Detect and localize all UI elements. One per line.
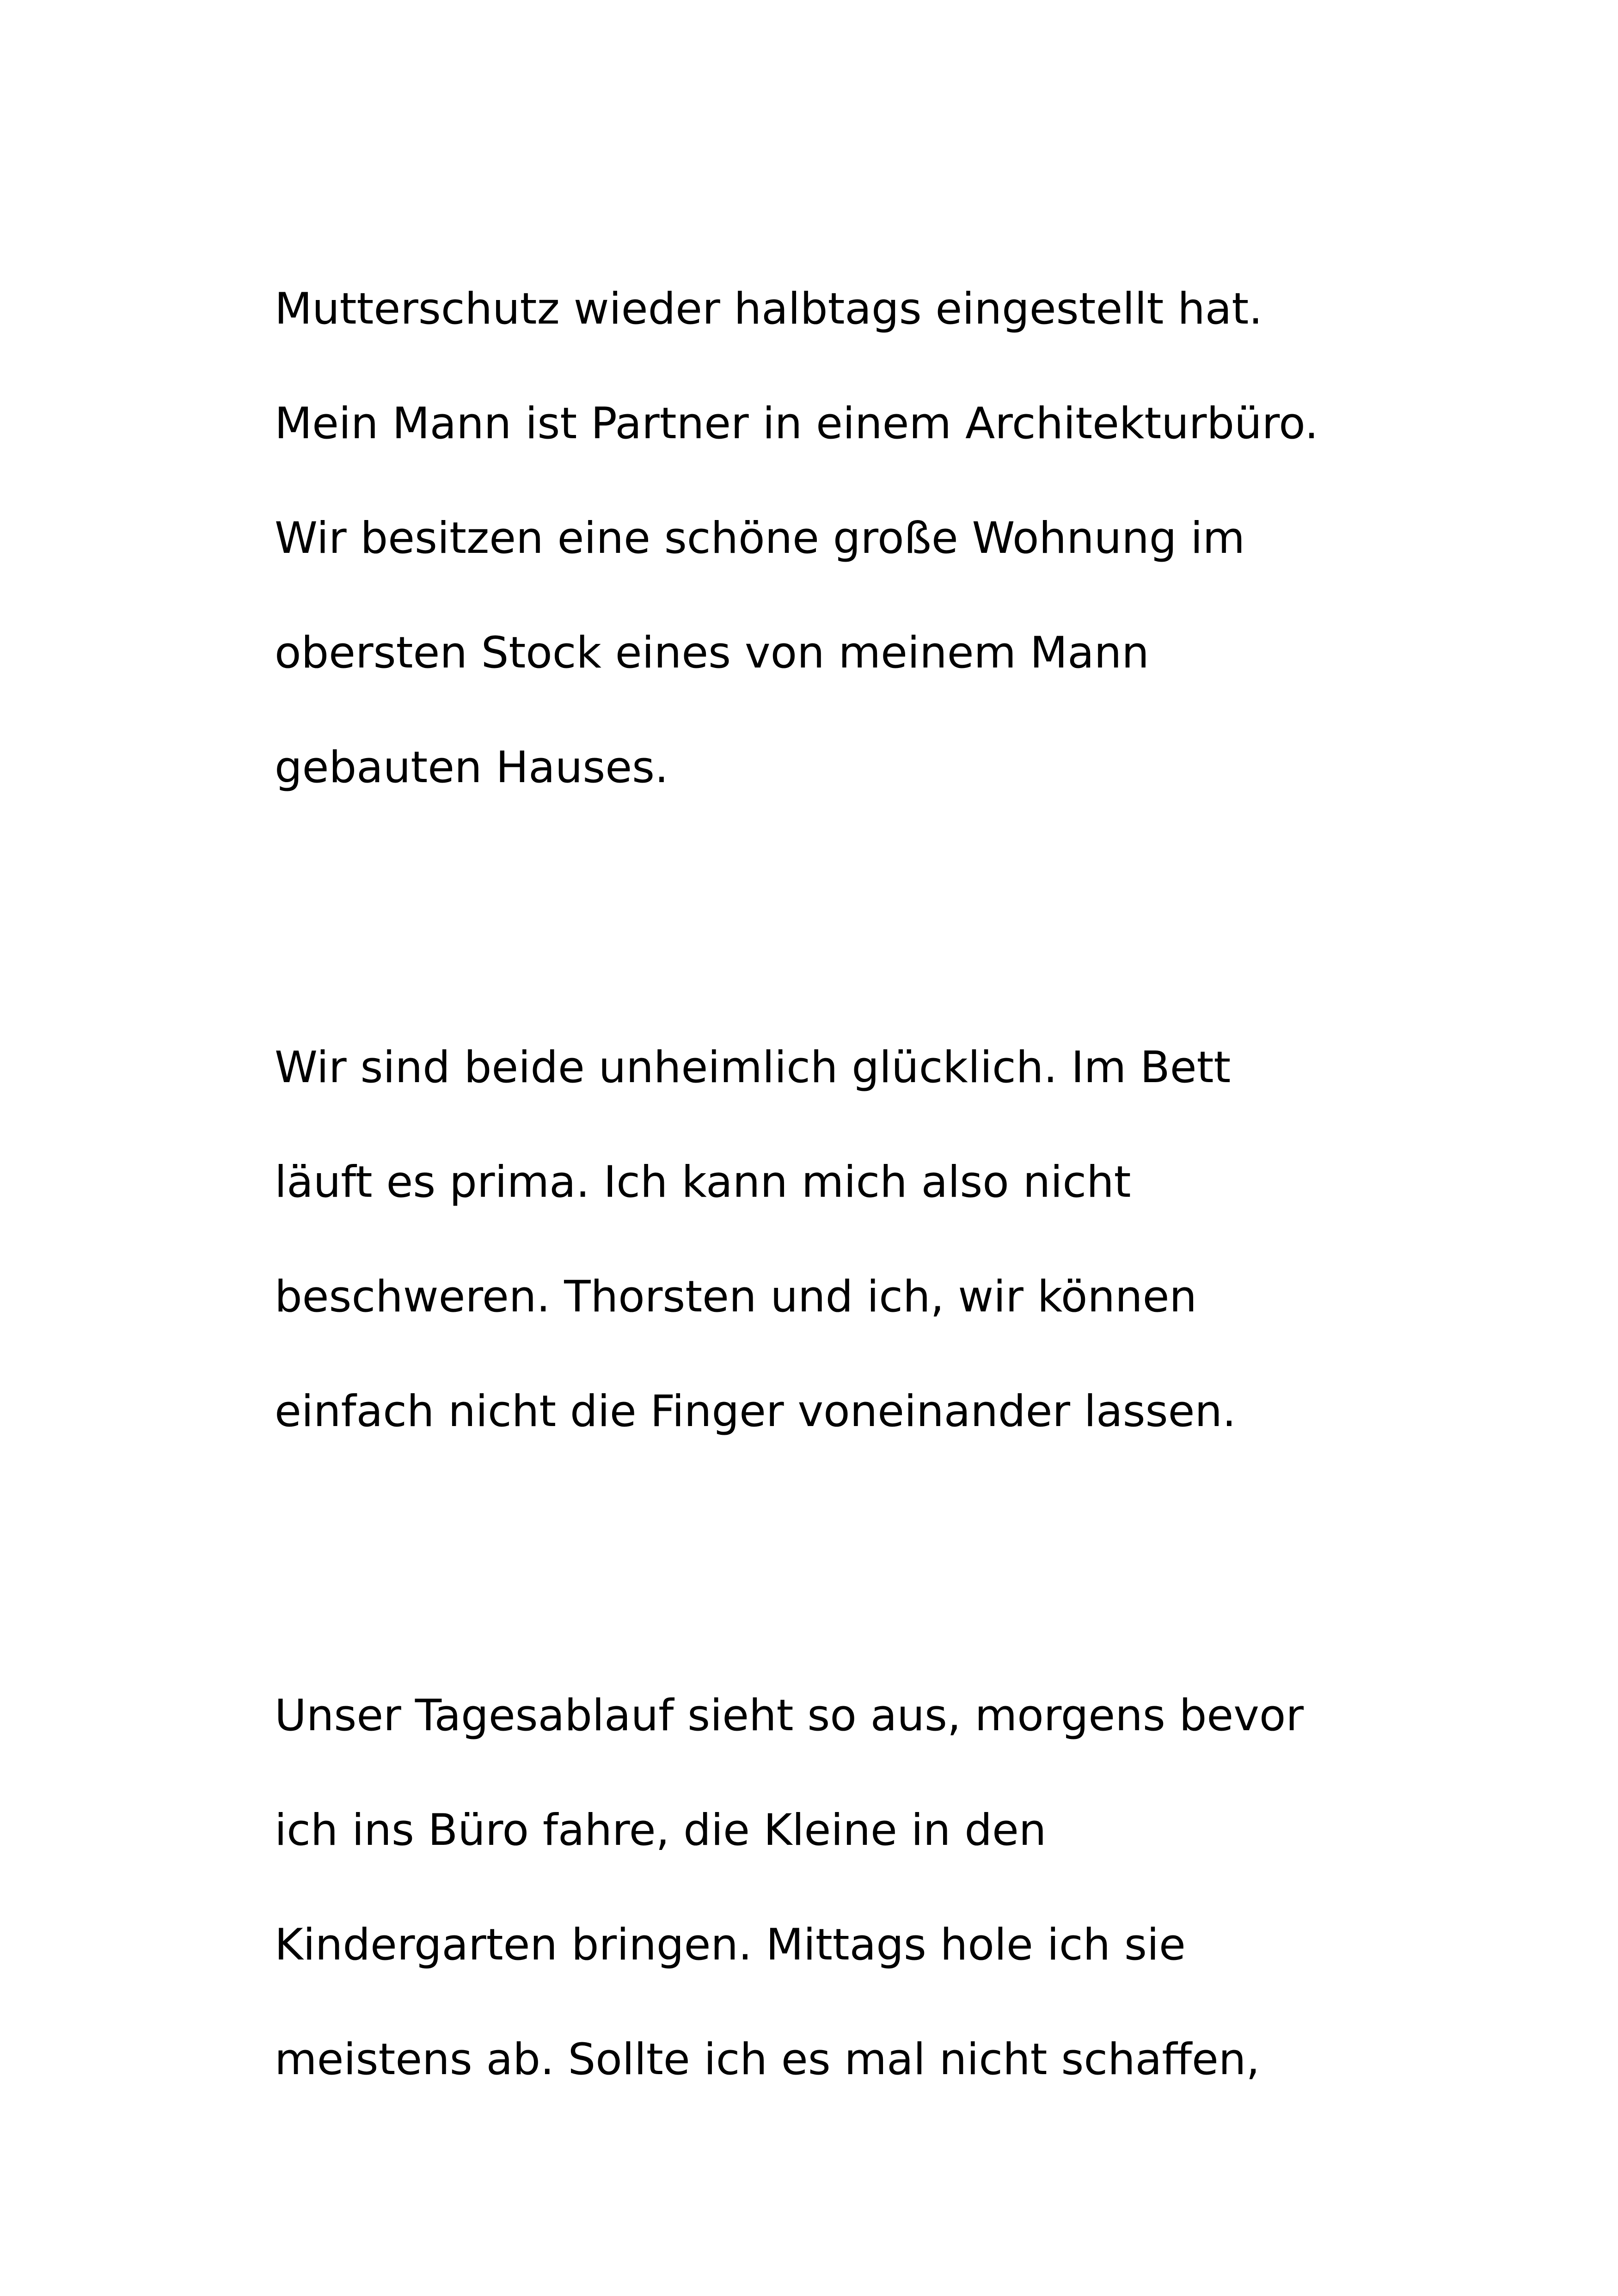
text-line: Mein Mann ist Partner in einem Architekturbüro. — [275, 398, 1318, 449]
paragraph — [275, 1010, 1430, 1469]
text-line: gebauten Hauses. — [275, 742, 669, 793]
text-line: Wir sind beide unheimlich glücklich. Im Bett — [275, 1042, 1231, 1093]
text-line: Kindergarten bringen. Mittags hole ich sie — [275, 1920, 1186, 1970]
text-line: läuft es prima. Ich kann mich also nicht — [275, 1157, 1131, 1207]
text-line: Wir besitzen eine schöne große Wohnung im — [275, 513, 1245, 563]
text-line: beschweren. Thorsten und ich, wir können — [275, 1272, 1197, 1322]
text-line: Mutterschutz wieder halbtags eingestellt hat. — [275, 284, 1263, 334]
text-line: Unser Tagesablauf sieht so aus, morgens bevor — [275, 1690, 1304, 1741]
text-line: meistens ab. Sollte ich es mal nicht schaffen, — [275, 2034, 1260, 2085]
paragraph — [275, 1659, 1430, 2117]
text-line: einfach nicht die Finger voneinander lassen. — [275, 1386, 1236, 1437]
text-line: ich ins Büro fahre, die Kleine in den — [275, 1805, 1047, 1855]
text-line: obersten Stock eines von meinem Mann — [275, 628, 1149, 678]
paragraph — [275, 252, 1430, 825]
